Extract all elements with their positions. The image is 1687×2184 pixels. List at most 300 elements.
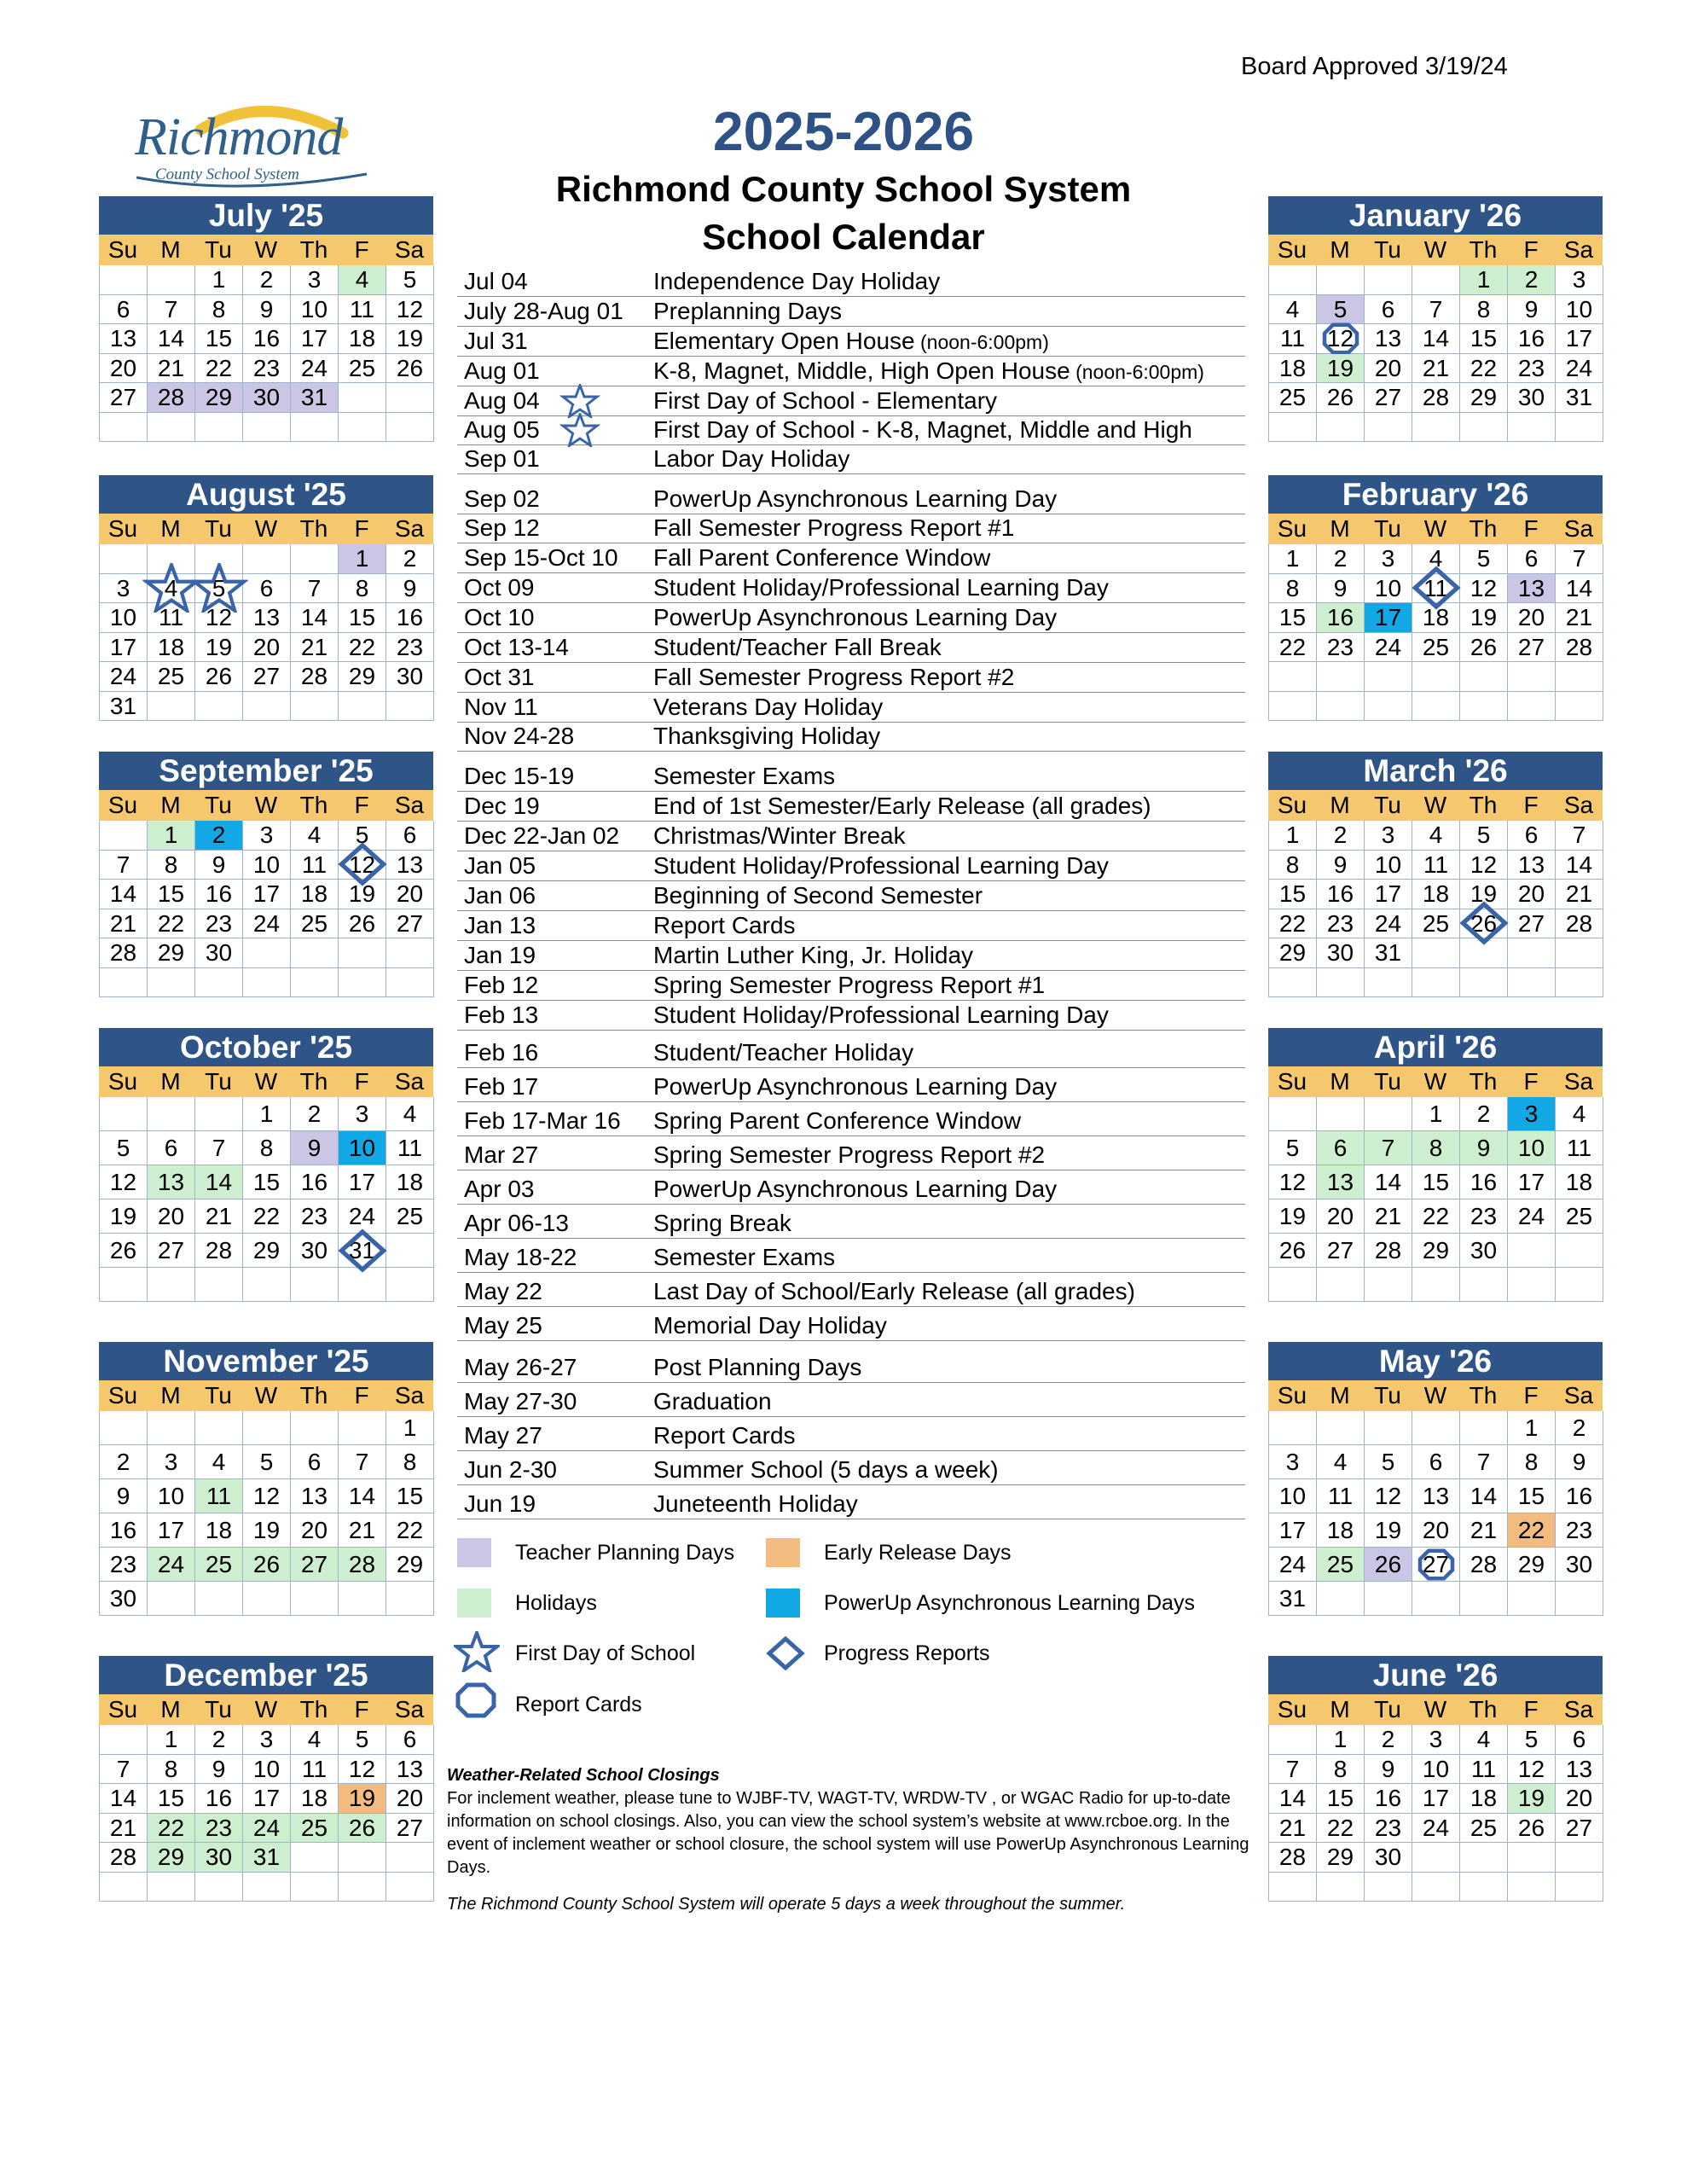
event-row: [457, 762, 1245, 792]
legend-teacher-planning: Teacher Planning Days: [457, 1536, 764, 1570]
event-row: [457, 514, 1245, 543]
empty-cell: [100, 1268, 148, 1302]
day-cell: 5: [1460, 821, 1508, 851]
event-date: Jun 19: [464, 1490, 536, 1517]
day-cell: 1: [195, 265, 243, 295]
empty-cell: [1412, 1843, 1460, 1873]
event-date: Oct 09: [464, 574, 535, 601]
weekday-label: Tu: [205, 515, 232, 542]
weekday-label: Sa: [1563, 792, 1594, 818]
day-cell: 3: [1365, 544, 1412, 574]
empty-cell: [100, 821, 148, 851]
day-cell: 15: [1508, 1479, 1556, 1513]
day-cell: 21: [148, 354, 195, 384]
event-date: Apr 03: [464, 1176, 535, 1202]
month-title: April '26: [1268, 1028, 1603, 1066]
day-cell: 3: [243, 1725, 291, 1755]
day-cell: 17: [148, 1513, 195, 1548]
day-cell: 16: [1460, 1165, 1508, 1199]
school-year: 2025-2026: [712, 101, 975, 162]
day-cell: 21: [1269, 1814, 1317, 1844]
day-cell: 25: [148, 662, 195, 692]
event-date: Feb 13: [464, 1002, 539, 1028]
empty-cell: [386, 1234, 434, 1268]
day-cell: 20: [1365, 354, 1412, 384]
day-cell: 17: [1269, 1513, 1317, 1548]
day-cell: 29: [386, 1548, 434, 1582]
day-cell: 9: [195, 851, 243, 880]
empty-cell: [1412, 692, 1460, 722]
day-cell: 14: [291, 603, 339, 633]
day-cell: 20: [291, 1513, 339, 1548]
day-cell: 17: [1365, 603, 1412, 633]
day-cell: 29: [1412, 1234, 1460, 1268]
event-description: Student Holiday/Professional Learning Day: [653, 574, 1109, 601]
day-cell: 12: [195, 603, 243, 633]
day-cell: 9: [195, 1755, 243, 1785]
event-row: [457, 357, 1245, 386]
day-cell: 10: [291, 295, 339, 325]
weekday-label: M: [1330, 1696, 1350, 1722]
weekday-label: W: [254, 792, 278, 818]
day-cell: 12: [1365, 1479, 1412, 1513]
day-cell: 7: [339, 1445, 386, 1479]
event-date: Jan 13: [464, 912, 536, 938]
day-cell: 17: [1365, 880, 1412, 909]
empty-cell: [291, 1873, 339, 1902]
weekday-label: Tu: [1374, 1068, 1401, 1095]
empty-cell: [1556, 938, 1603, 968]
weekday-label: Su: [107, 236, 138, 263]
day-cell: 3: [243, 821, 291, 851]
event-row: [457, 543, 1245, 573]
empty-cell: [243, 1411, 291, 1445]
empty-cell: [148, 692, 195, 722]
legend-report-cards: Report Cards: [457, 1687, 764, 1722]
day-cell: 3: [1508, 1097, 1556, 1131]
month-title: November '25: [99, 1342, 433, 1380]
empty-cell: [243, 938, 291, 968]
day-cell: 3: [1556, 265, 1603, 295]
weekday-label: Sa: [1563, 1068, 1594, 1095]
day-cell: 5: [339, 821, 386, 851]
empty-cell: [1508, 1268, 1556, 1302]
event-description: Semester Exams: [653, 1244, 836, 1270]
day-cell: 31: [291, 383, 339, 413]
board-approved-note: Board Approved 3/19/24: [1241, 53, 1508, 80]
day-cell: 2: [195, 1725, 243, 1755]
event-row: [457, 792, 1245, 822]
empty-cell: [339, 692, 386, 722]
day-cell: 27: [386, 909, 434, 939]
day-cell: 13: [1365, 324, 1412, 354]
empty-cell: [1269, 265, 1317, 295]
day-cell: 8: [1317, 1755, 1365, 1785]
weekday-label: W: [1423, 792, 1447, 818]
day-cell: 12: [339, 851, 386, 880]
event-description: Spring Semester Progress Report #1: [653, 972, 1046, 998]
day-cell: 24: [243, 909, 291, 939]
weekday-label: M: [160, 515, 181, 542]
logo-subtitle: County School System: [155, 166, 299, 183]
day-cell: 26: [195, 662, 243, 692]
calendar-march: [1268, 752, 1603, 997]
day-cell: 26: [1508, 1814, 1556, 1844]
empty-cell: [1269, 1097, 1317, 1131]
event-description: Student Holiday/Professional Learning Day: [653, 1002, 1109, 1028]
day-cell: 29: [1508, 1548, 1556, 1582]
day-cell: 24: [148, 1548, 195, 1582]
day-cell: 6: [386, 1725, 434, 1755]
empty-cell: [195, 1411, 243, 1445]
day-grid: [1268, 544, 1603, 721]
day-cell: 12: [339, 1755, 386, 1785]
day-cell: 1: [1269, 821, 1317, 851]
empty-cell: [1556, 692, 1603, 722]
weekday-label: Th: [299, 236, 328, 263]
day-cell: 11: [148, 603, 195, 633]
day-cell: 9: [1317, 574, 1365, 604]
event-date: Feb 16: [464, 1039, 539, 1066]
empty-cell: [291, 938, 339, 968]
event-date: Nov 24-28: [464, 723, 575, 749]
month-title: June '26: [1268, 1656, 1603, 1694]
day-cell: 16: [195, 1784, 243, 1814]
event-date: Sep 15-Oct 10: [464, 544, 618, 571]
event-row: [457, 1311, 1245, 1341]
weekday-label: M: [160, 1068, 181, 1095]
day-cell: 15: [1317, 1784, 1365, 1814]
day-cell: 30: [100, 1582, 148, 1616]
weekday-label: M: [1330, 1382, 1350, 1409]
day-cell: 31: [1269, 1582, 1317, 1616]
day-cell: 4: [1412, 821, 1460, 851]
day-cell: 14: [1556, 851, 1603, 880]
event-description: End of 1st Semester/Early Release (all grades): [653, 793, 1151, 819]
star-icon: [559, 413, 600, 447]
day-cell: 16: [1365, 1784, 1412, 1814]
event-description: Summer School (5 days a week): [653, 1456, 999, 1483]
day-cell: 2: [195, 821, 243, 851]
day-cell: 6: [386, 821, 434, 851]
weekday-label: Tu: [205, 1068, 232, 1095]
day-cell: 17: [1412, 1784, 1460, 1814]
day-cell: 18: [1269, 354, 1317, 384]
day-cell: 23: [1317, 633, 1365, 663]
day-cell: 28: [100, 938, 148, 968]
day-cell: 21: [1460, 1513, 1508, 1548]
empty-cell: [1412, 413, 1460, 443]
empty-cell: [195, 1582, 243, 1616]
day-cell: 26: [1269, 1234, 1317, 1268]
octagon-icon: [1415, 1548, 1458, 1581]
empty-cell: [1508, 1582, 1556, 1616]
day-cell: 21: [100, 909, 148, 939]
day-cell: 8: [148, 851, 195, 880]
day-cell: 10: [1556, 295, 1603, 325]
empty-cell: [1317, 692, 1365, 722]
day-cell: 27: [100, 383, 148, 413]
day-cell: 9: [386, 574, 434, 604]
weekday-label: Sa: [394, 1382, 425, 1409]
event-row: [457, 851, 1245, 881]
day-cell: 11: [1269, 324, 1317, 354]
legend-first-day: First Day of School: [457, 1636, 764, 1670]
day-cell: 14: [1269, 1784, 1317, 1814]
day-cell: 11: [1556, 1131, 1603, 1165]
day-cell: 22: [148, 909, 195, 939]
day-cell: 30: [1508, 383, 1556, 413]
calendar-october: [99, 1028, 433, 1302]
day-cell: 26: [100, 1234, 148, 1268]
day-cell: 6: [291, 1445, 339, 1479]
legend-progress: Progress Reports: [766, 1636, 1073, 1670]
weekday-label: Su: [1277, 236, 1307, 263]
day-cell: 11: [1460, 1755, 1508, 1785]
empty-cell: [1460, 968, 1508, 998]
event-row: [457, 1175, 1245, 1205]
month-title: February '26: [1268, 475, 1603, 514]
event-row: [457, 1072, 1245, 1102]
day-cell: 21: [339, 1513, 386, 1548]
day-cell: 30: [1460, 1234, 1508, 1268]
weekday-header: [1268, 514, 1603, 544]
day-cell: 11: [291, 851, 339, 880]
empty-cell: [1508, 1234, 1556, 1268]
day-cell: 15: [1412, 1165, 1460, 1199]
day-cell: 10: [243, 851, 291, 880]
empty-cell: [1317, 413, 1365, 443]
empty-cell: [291, 544, 339, 574]
empty-cell: [100, 544, 148, 574]
day-cell: 18: [339, 324, 386, 354]
day-cell: 16: [1556, 1479, 1603, 1513]
day-cell: 10: [243, 1755, 291, 1785]
empty-cell: [1460, 413, 1508, 443]
event-description: Graduation: [653, 1388, 772, 1414]
event-row: [457, 1421, 1245, 1451]
day-cell: 2: [100, 1445, 148, 1479]
day-cell: 24: [1412, 1814, 1460, 1844]
day-cell: 25: [1412, 633, 1460, 663]
day-cell: 24: [339, 1199, 386, 1234]
weekday-label: M: [1330, 1068, 1350, 1095]
day-cell: 18: [1412, 603, 1460, 633]
month-title: January '26: [1268, 196, 1603, 235]
day-cell: 30: [386, 662, 434, 692]
event-description: First Day of School - Elementary: [653, 387, 998, 414]
day-cell: 7: [1556, 544, 1603, 574]
weekday-label: M: [160, 236, 181, 263]
day-cell: 19: [195, 633, 243, 663]
calendar-january: [1268, 196, 1603, 442]
day-cell: 17: [243, 1784, 291, 1814]
day-cell: 20: [1508, 603, 1556, 633]
day-cell: 15: [1460, 324, 1508, 354]
day-cell: 16: [1317, 603, 1365, 633]
day-cell: 4: [1317, 1445, 1365, 1479]
weekday-label: F: [354, 792, 369, 818]
empty-cell: [1556, 1582, 1603, 1616]
empty-cell: [1412, 662, 1460, 692]
day-cell: 28: [195, 1234, 243, 1268]
weekday-label: Su: [1277, 1068, 1307, 1095]
empty-cell: [100, 413, 148, 443]
day-cell: 23: [1365, 1814, 1412, 1844]
day-cell: 5: [100, 1131, 148, 1165]
day-cell: 15: [243, 1165, 291, 1199]
empty-cell: [386, 1873, 434, 1902]
event-description: Fall Parent Conference Window: [653, 544, 991, 571]
day-cell: 30: [243, 383, 291, 413]
day-cell: 10: [1365, 574, 1412, 604]
day-cell: 23: [1508, 354, 1556, 384]
empty-cell: [1269, 662, 1317, 692]
day-cell: 5: [386, 265, 434, 295]
day-cell: 4: [291, 1725, 339, 1755]
weekday-label: W: [1423, 1696, 1447, 1722]
empty-cell: [195, 1873, 243, 1902]
empty-cell: [386, 692, 434, 722]
empty-cell: [1365, 1268, 1412, 1302]
day-cell: 3: [148, 1445, 195, 1479]
event-description: PowerUp Asynchronous Learning Day: [653, 1073, 1058, 1100]
event-description: Elementary Open House (noon-6:00pm): [653, 328, 1049, 354]
event-description: Spring Semester Progress Report #2: [653, 1141, 1046, 1168]
day-cell: 4: [1269, 295, 1317, 325]
empty-cell: [1317, 1873, 1365, 1902]
day-cell: 16: [1317, 880, 1365, 909]
empty-cell: [291, 413, 339, 443]
day-cell: 15: [1269, 880, 1317, 909]
day-cell: 26: [243, 1548, 291, 1582]
day-cell: 29: [1317, 1843, 1365, 1873]
diamond-icon: [766, 1636, 805, 1670]
day-cell: 18: [1460, 1784, 1508, 1814]
day-cell: 27: [1412, 1548, 1460, 1582]
event-row: [457, 1455, 1245, 1485]
weekday-label: Sa: [394, 236, 425, 263]
day-cell: 22: [386, 1513, 434, 1548]
empty-cell: [291, 1843, 339, 1873]
event-date: Aug 05: [464, 416, 540, 443]
weather-notice: [447, 1764, 1266, 1916]
swatch-blue: [766, 1589, 800, 1618]
day-cell: 2: [1317, 544, 1365, 574]
empty-cell: [1412, 265, 1460, 295]
event-row: [457, 1387, 1245, 1417]
empty-cell: [1460, 1582, 1508, 1616]
day-cell: 16: [386, 603, 434, 633]
day-grid: [99, 1411, 433, 1616]
day-cell: 19: [339, 880, 386, 909]
day-cell: 15: [386, 1479, 434, 1513]
day-cell: 25: [1269, 383, 1317, 413]
event-description: Student/Teacher Fall Break: [653, 634, 942, 660]
empty-cell: [1317, 1582, 1365, 1616]
weekday-label: F: [354, 515, 369, 542]
day-cell: 30: [291, 1234, 339, 1268]
empty-cell: [386, 1843, 434, 1873]
day-cell: 31: [1556, 383, 1603, 413]
weekday-label: Sa: [1563, 1382, 1594, 1409]
legend-powerup: PowerUp Asynchronous Learning Days: [766, 1586, 1244, 1620]
event-date: Feb 12: [464, 972, 539, 998]
empty-cell: [1317, 662, 1365, 692]
day-cell: 5: [1508, 1725, 1556, 1755]
weekday-label: Th: [1469, 1068, 1498, 1095]
day-cell: 4: [1460, 1725, 1508, 1755]
day-cell: 7: [100, 1755, 148, 1785]
day-cell: 25: [1556, 1199, 1603, 1234]
calendar-may: [1268, 1342, 1603, 1616]
weekday-label: Tu: [205, 1696, 232, 1722]
empty-cell: [1460, 1268, 1508, 1302]
weekday-label: Su: [1277, 515, 1307, 542]
weekday-label: W: [254, 1696, 278, 1722]
weekday-label: Su: [1277, 1382, 1307, 1409]
empty-cell: [1556, 1234, 1603, 1268]
empty-cell: [339, 938, 386, 968]
day-cell: 21: [1412, 354, 1460, 384]
day-cell: 16: [195, 880, 243, 909]
weekday-label: W: [1423, 236, 1447, 263]
event-description: Christmas/Winter Break: [653, 822, 906, 849]
day-cell: 14: [148, 324, 195, 354]
weekday-label: Sa: [1563, 236, 1594, 263]
empty-cell: [1460, 938, 1508, 968]
event-row: [457, 297, 1245, 327]
day-cell: 26: [1460, 909, 1508, 939]
event-row: [457, 267, 1245, 297]
day-cell: 6: [100, 295, 148, 325]
day-cell: 1: [1412, 1097, 1460, 1131]
day-cell: 9: [1317, 851, 1365, 880]
month-title: October '25: [99, 1028, 433, 1066]
day-cell: 2: [1508, 265, 1556, 295]
day-cell: 1: [148, 821, 195, 851]
day-cell: 3: [339, 1097, 386, 1131]
day-cell: 7: [1556, 821, 1603, 851]
event-description: K-8, Magnet, Middle, High Open House (noon-6:00pm): [653, 357, 1204, 384]
day-cell: 12: [243, 1479, 291, 1513]
empty-cell: [1508, 662, 1556, 692]
event-date: Jul 31: [464, 328, 528, 354]
day-cell: 5: [1460, 544, 1508, 574]
empty-cell: [148, 544, 195, 574]
empty-cell: [1508, 413, 1556, 443]
event-description: Memorial Day Holiday: [653, 1312, 887, 1339]
day-cell: 4: [1556, 1097, 1603, 1131]
page-title: Richmond County School System: [555, 169, 1132, 209]
day-cell: 4: [339, 265, 386, 295]
day-cell: 21: [1365, 1199, 1412, 1234]
day-cell: 21: [1556, 880, 1603, 909]
day-cell: 20: [1508, 880, 1556, 909]
event-description: Thanksgiving Holiday: [653, 723, 881, 749]
day-cell: 24: [1365, 633, 1412, 663]
event-date: May 27-30: [464, 1388, 577, 1414]
weekday-label: Sa: [394, 792, 425, 818]
day-cell: 20: [1556, 1784, 1603, 1814]
day-cell: 25: [339, 354, 386, 384]
event-description: Semester Exams: [653, 763, 836, 789]
day-cell: 19: [1508, 1784, 1556, 1814]
day-cell: 19: [1460, 880, 1508, 909]
empty-cell: [291, 692, 339, 722]
empty-cell: [1269, 692, 1317, 722]
empty-cell: [1412, 1873, 1460, 1902]
